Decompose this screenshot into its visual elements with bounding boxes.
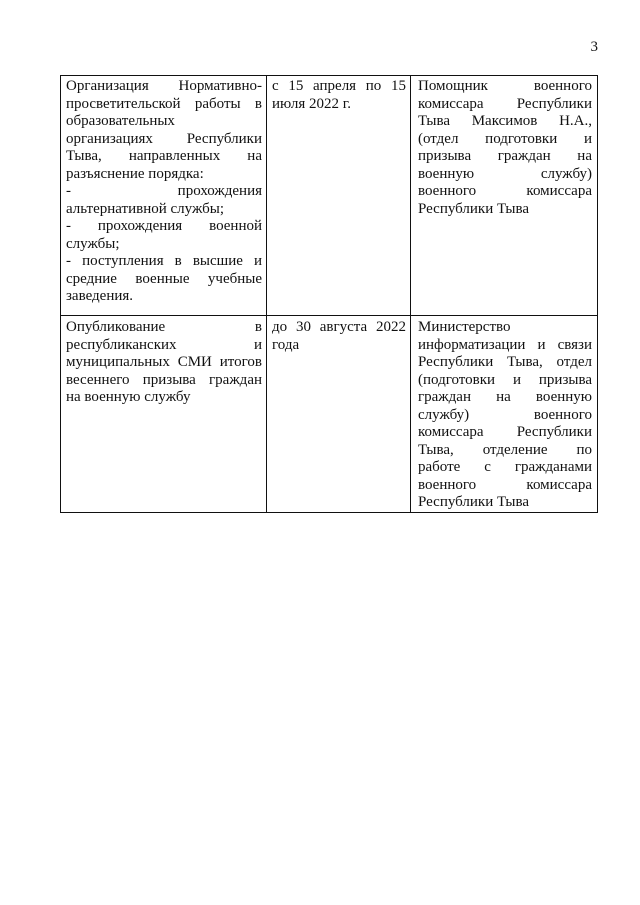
cell-line: просветительской работы в (66, 95, 262, 112)
cell-line: Министерство (418, 319, 511, 335)
responsible-cell (411, 76, 598, 316)
cell-line: - поступления в высшие и (66, 253, 262, 269)
page-number: 3 (590, 39, 598, 55)
cell-line: работе с гражданами (418, 459, 592, 475)
cell-line: - прохождения (66, 183, 262, 199)
cell-line: Опубликование в (66, 319, 262, 335)
cell-line: службы; (66, 235, 120, 252)
table-row (61, 76, 598, 316)
cell-line: службу) военного (418, 406, 592, 423)
cell-line: до 30 августа 2022 (272, 319, 406, 335)
cell-line: призыва граждан на (418, 148, 592, 164)
cell-line: - прохождения военной (66, 218, 262, 234)
plan-table (60, 75, 598, 513)
cell-line: Тыва Максимов Н.А., (418, 113, 592, 129)
cell-line: образовательных (66, 113, 175, 129)
cell-line: комиссара Республики (418, 95, 592, 112)
cell-line: заведения. (66, 288, 134, 304)
cell-line: Республики Тыва (418, 494, 530, 510)
activity-cell (61, 316, 267, 513)
activity-cell (61, 76, 267, 316)
cell-line: комиссара Республики (418, 424, 592, 440)
deadline-cell (267, 76, 411, 316)
cell-line: альтернативной службы; (66, 200, 225, 217)
table-row (61, 316, 598, 513)
deadline-cell (267, 316, 411, 513)
cell-line: граждан на военную (418, 389, 592, 405)
cell-line: Тыва, отделение по (418, 441, 592, 458)
cell-line: военного комиссара (418, 183, 592, 199)
cell-line: с 15 апреля по 15 (272, 78, 406, 94)
cell-line: средние военные учебные (66, 270, 262, 287)
cell-line: республиканских и (66, 336, 262, 353)
cell-line: Тыва, направленных на (66, 148, 262, 164)
cell-line: Помощник военного (418, 78, 592, 94)
cell-line: муниципальных СМИ итогов (66, 354, 262, 370)
cell-line: Республики Тыва (418, 200, 530, 217)
cell-line: (подготовки и призыва (418, 371, 592, 388)
cell-line: военную службу) (418, 165, 592, 182)
cell-line: года (272, 336, 300, 353)
cell-line: военного комиссара (418, 476, 592, 493)
cell-line: Организация Нормативно- (66, 78, 262, 94)
cell-line: Республики Тыва, отдел (418, 354, 592, 370)
cell-line: (отдел подготовки и (418, 130, 592, 147)
cell-line: разъяснение порядка: (66, 165, 204, 182)
responsible-cell (411, 316, 598, 513)
cell-line: информатизации и связи (418, 336, 592, 353)
cell-line: организациях Республики (66, 130, 262, 147)
cell-line: на военную службу (66, 389, 191, 405)
cell-line: июля 2022 г. (272, 95, 351, 112)
cell-line: весеннего призыва граждан (66, 371, 262, 388)
